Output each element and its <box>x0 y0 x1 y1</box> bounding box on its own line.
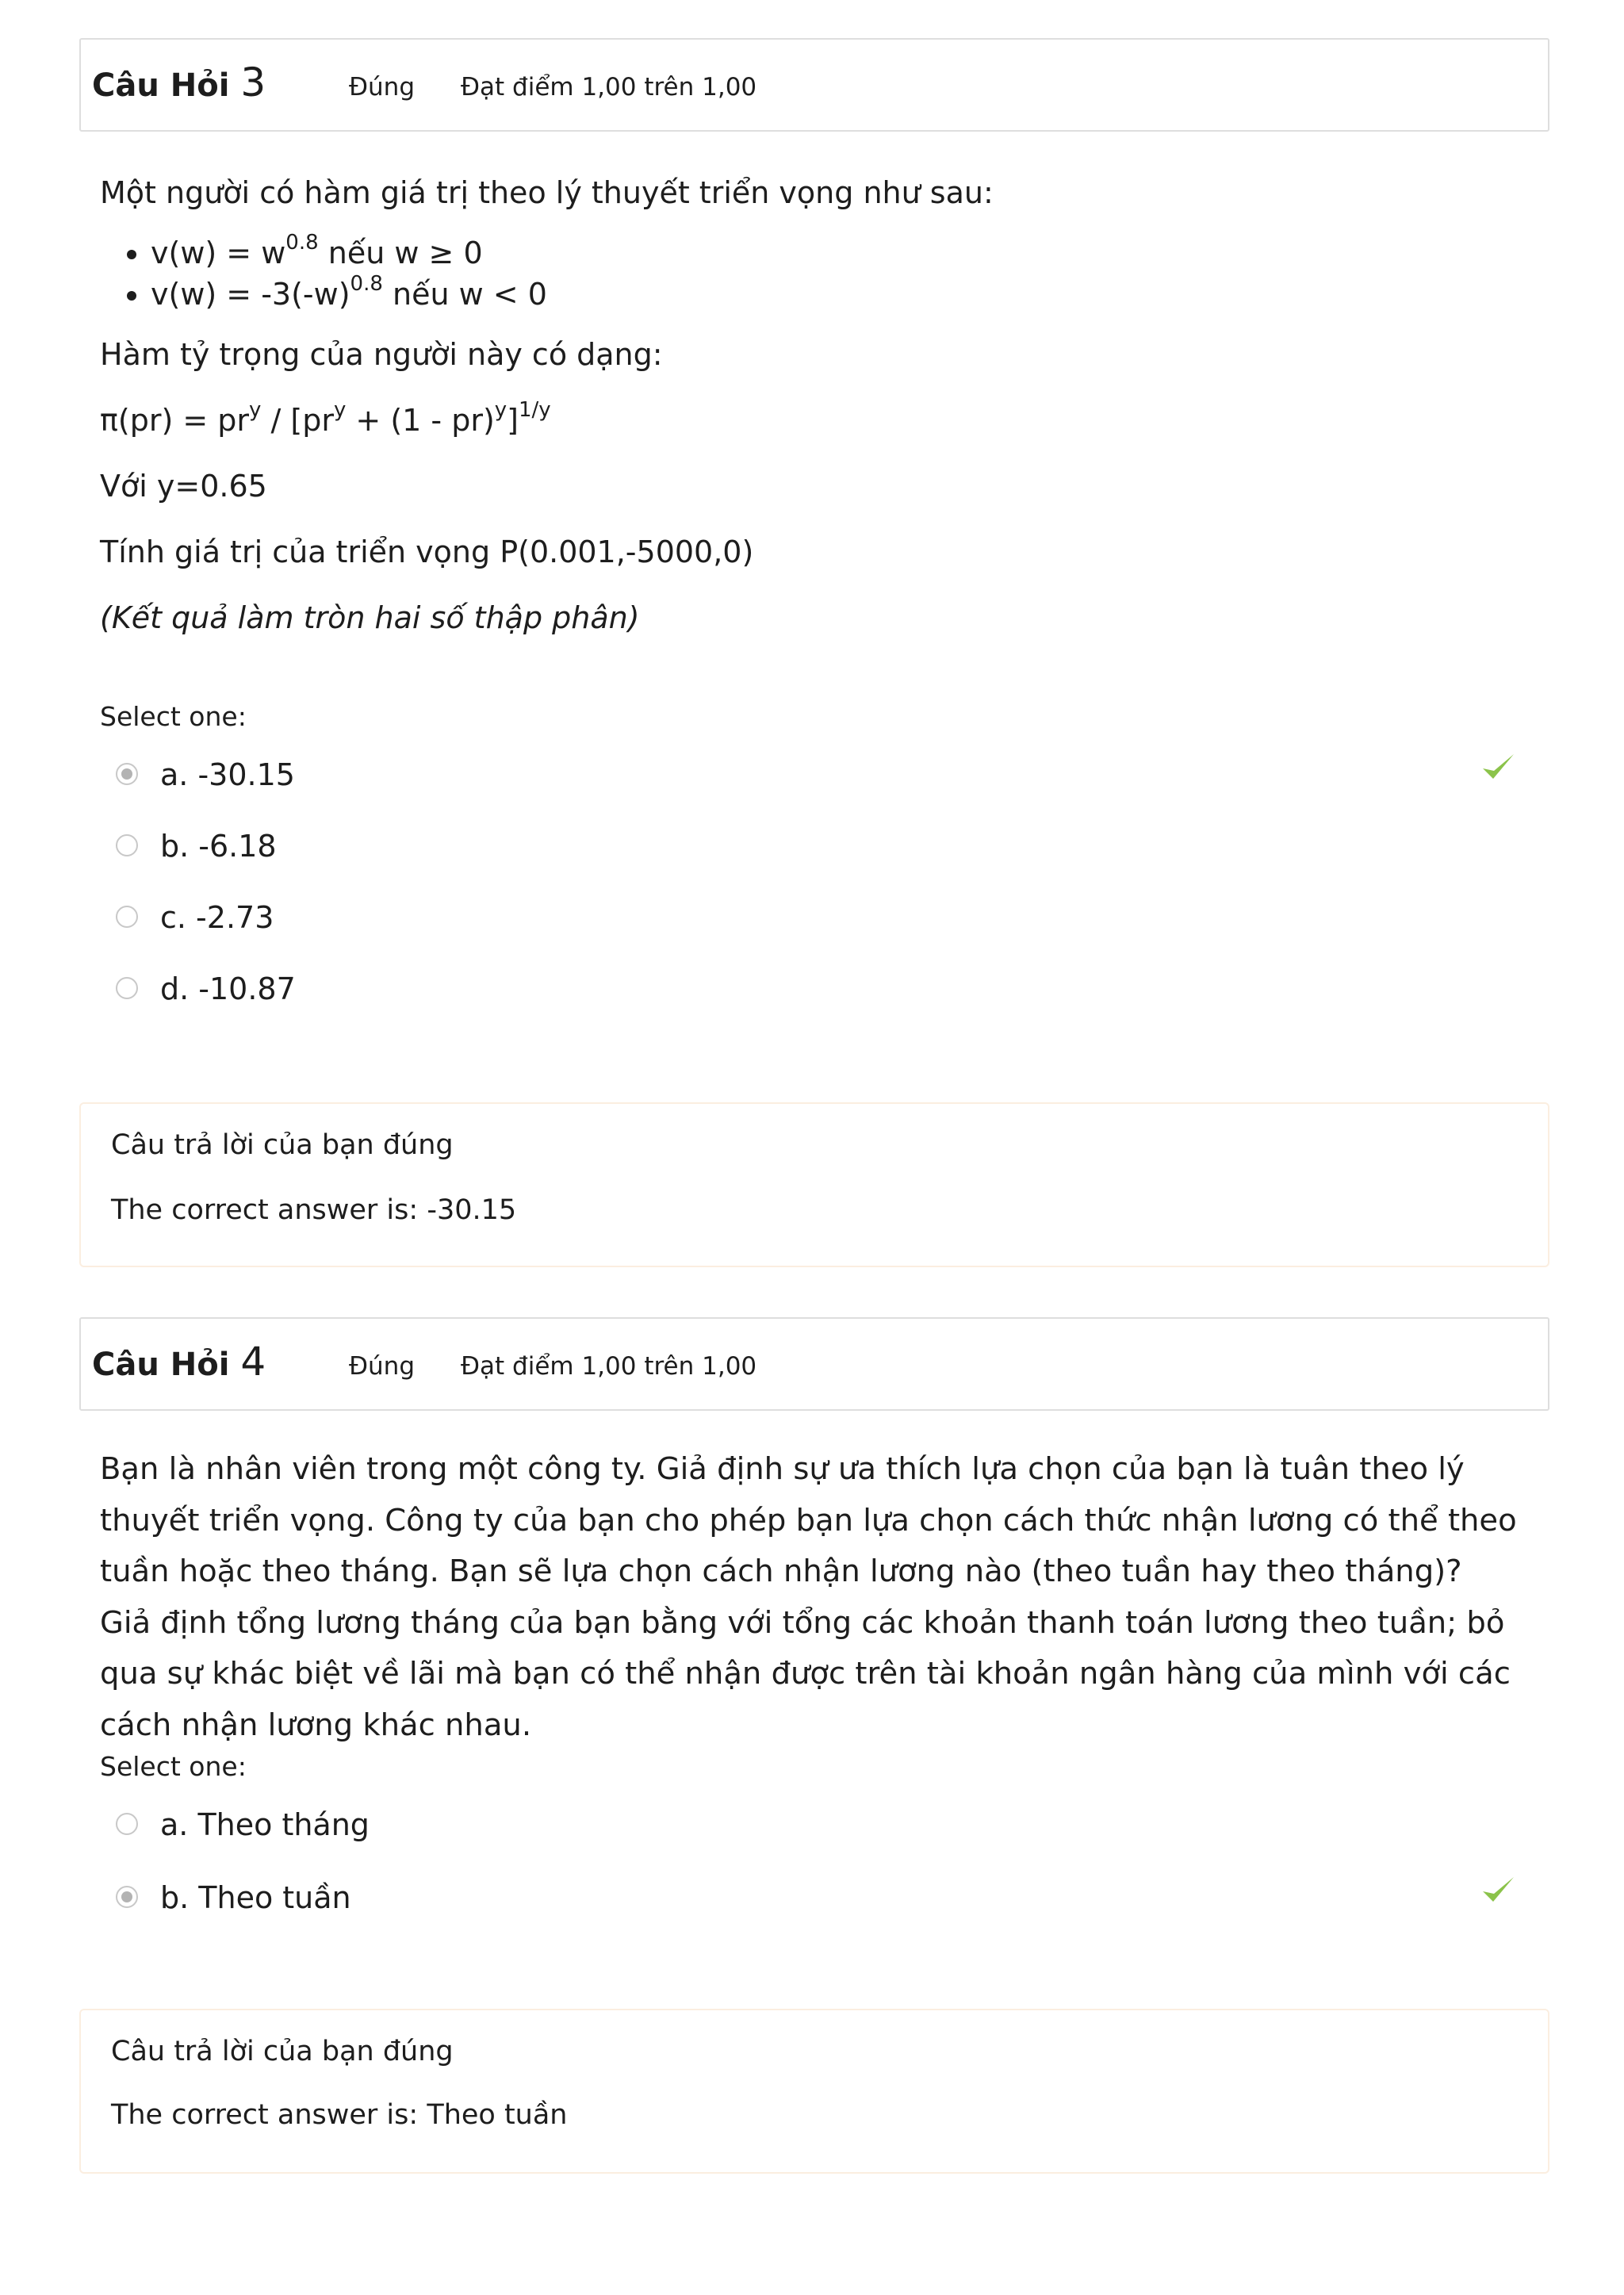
option-d[interactable] <box>111 966 1530 1013</box>
radio-button-selected[interactable] <box>116 1886 138 1908</box>
option-label[interactable]: a. -30.15 <box>160 757 295 792</box>
rounding-note: (Kết quả làm tròn hai số thập phân) <box>100 600 640 635</box>
radio-button[interactable] <box>116 834 138 856</box>
correct-answer: The correct answer is: Theo tuần <box>111 2099 568 2131</box>
question-4-text <box>100 1444 1519 1764</box>
question-3-header <box>79 38 1549 132</box>
weight-formula: $\pi(pr) = pr^y / [pr^y + (1 - pr)^y]^{1/y}$ <box>100 398 551 438</box>
question-label: Câu Hỏi <box>92 1347 230 1383</box>
correct-check-icon <box>1478 1870 1518 1910</box>
question-number: 3 <box>240 59 266 105</box>
select-one-prompt: Select one: <box>100 1751 247 1782</box>
radio-button[interactable] <box>116 977 138 999</box>
option-label[interactable]: b. Theo tuần <box>160 1880 351 1915</box>
gamma-value: Với y=0.65 <box>100 469 267 504</box>
feedback-status: Câu trả lời của bạn đúng <box>111 1129 454 1161</box>
option-label[interactable]: c. -2.73 <box>160 900 274 935</box>
correct-answer: The correct answer is: -30.15 <box>111 1194 517 1226</box>
question-grade: Đạt điểm 1,00 trên 1,00 <box>461 1352 757 1381</box>
question-label: Câu Hỏi <box>92 67 230 104</box>
question-3-text <box>100 167 1511 657</box>
weight-intro: Hàm tỷ trọng của người này có dạng: <box>100 337 663 372</box>
value-function-loss: • $v(w) = -3(-w)^{0.8}$ nếu w < 0 <box>151 274 1511 315</box>
option-c[interactable] <box>111 895 1530 942</box>
select-one-prompt: Select one: <box>100 701 247 732</box>
question-state: Đúng <box>349 1352 415 1381</box>
option-b[interactable] <box>111 823 1530 871</box>
question-state: Đúng <box>349 73 415 102</box>
radio-button-selected[interactable] <box>116 763 138 785</box>
option-label[interactable]: d. -10.87 <box>160 971 296 1006</box>
correct-check-icon <box>1478 747 1518 787</box>
option-label[interactable]: b. -6.18 <box>160 829 277 864</box>
question-3-feedback <box>79 1102 1549 1267</box>
feedback-status: Câu trả lời của bạn đúng <box>111 2036 454 2067</box>
option-a[interactable] <box>111 1802 1530 1849</box>
option-label[interactable]: a. Theo tháng <box>160 1807 370 1842</box>
question-4-header <box>79 1317 1549 1411</box>
value-function-gain: • $v(w) = w^{0.8}$ nếu w ≥ 0 <box>151 232 1511 274</box>
radio-button[interactable] <box>116 906 138 928</box>
question-title <box>92 1339 266 1387</box>
question-number: 4 <box>240 1339 266 1385</box>
question-task: Tính giá trị của triển vọng P(0.001,-5000,0) <box>100 534 754 569</box>
question-intro: Một người có hàm giá trị theo lý thuyết triển vọng như sau: <box>100 175 994 210</box>
value-function-list <box>100 232 1511 315</box>
radio-button[interactable] <box>116 1813 138 1835</box>
question-title <box>92 60 266 108</box>
question-body: Bạn là nhân viên trong một công ty. Giả định sự ưa thích lựa chọn của bạn là tuân theo lý thuyết triển vọng. Công ty của bạn cho phép bạn lựa chọn cách thức nhận lương có thể theo tuần hoặc theo tháng. Bạn sẽ lựa chọn cách nhận lương nào (theo tuần hay theo tháng)? Giả định tổng lương tháng của bạn bằng với tổng các khoản thanh toán lương theo tuần; bỏ qua sự khác biệt về lãi mà bạn có thể nhận được trên tài khoản ngân hàng của mình với các cách nhận lương khác nhau. <box>100 1451 1517 1743</box>
question-4-feedback <box>79 2009 1549 2174</box>
option-a[interactable] <box>111 752 1530 799</box>
question-grade: Đạt điểm 1,00 trên 1,00 <box>461 73 757 102</box>
option-b[interactable] <box>111 1875 1530 1922</box>
